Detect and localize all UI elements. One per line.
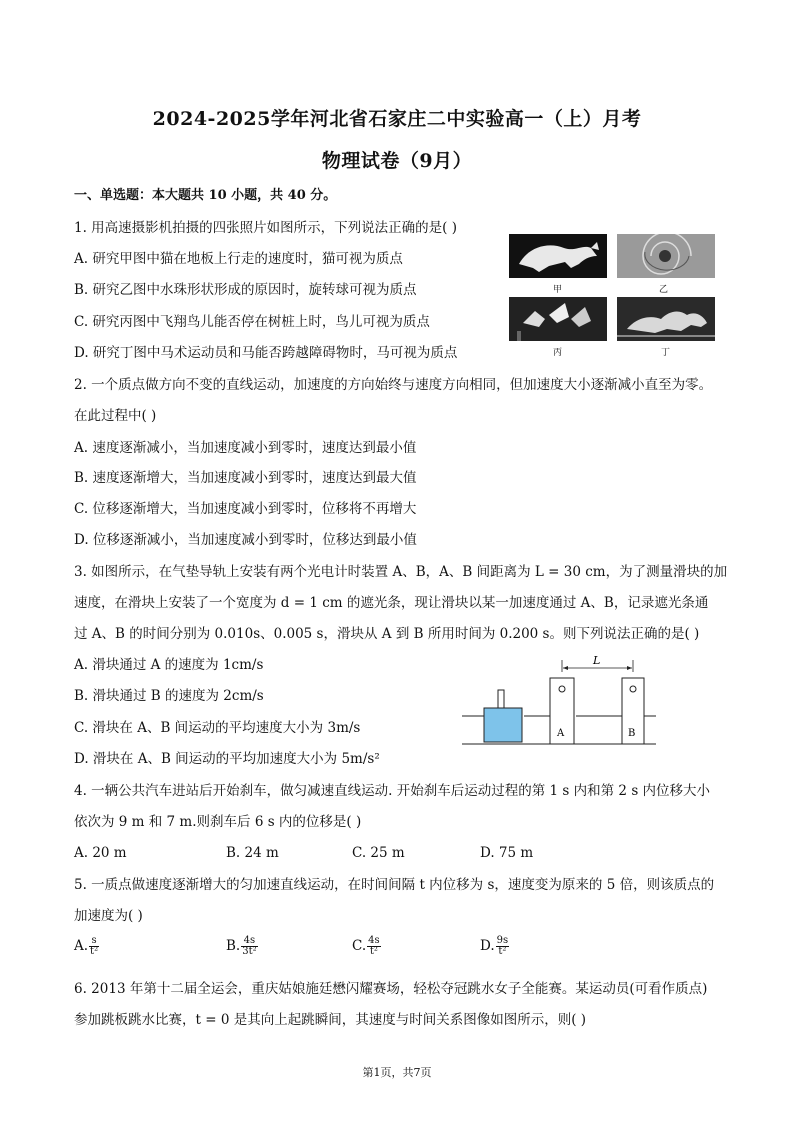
label-gate-a: A [557, 728, 565, 739]
exam-title: 2024-2025学年河北省石家庄二中实验高一（上）月考 [152, 108, 642, 130]
caption-yi: 乙 [659, 285, 669, 295]
q4-option-d: D. 75 m [480, 845, 534, 861]
photo-spinning-ball [617, 234, 715, 278]
air-track-diagram [460, 652, 660, 748]
section-heading: 一、单选题：本大题共 10 小题，共 40 分。 [74, 188, 337, 203]
q6-stem-line2: 参加跳板跳水比赛，t = 0 是其向上起跳瞬间，其速度与时间关系图像如图所示，则( ) [74, 1012, 587, 1028]
q3-option-a: A. 滑块通过 A 的速度为 1cm/s [74, 657, 264, 673]
q2-option-a: A. 速度逐渐减小，当加速度减小到零时，速度达到最小值 [74, 440, 417, 456]
q4-option-c: C. 25 m [352, 845, 405, 861]
photo-birds [509, 297, 607, 341]
q4-option-a: A. 20 m [74, 845, 127, 861]
light-shield-strip [498, 690, 504, 708]
q3-stem-line1: 3. 如图所示，在气垫导轨上安装有两个光电计时装置 A、B，A、B 间距离为 L = 30 cm，为了测量滑块的加 [74, 564, 728, 580]
q1-option-d: D. 研究丁图中马术运动员和马能否跨越障碍物时，马可视为质点 [74, 345, 458, 361]
q5-stem-line2: 加速度为( ) [74, 908, 143, 924]
photo-cat [509, 234, 607, 278]
q3-stem-line3: 过 A、B 的时间分别为 0.010s、0.005 s，滑块从 A 到 B 所用时间为 0.200 s。则下列说法正确的是( ) [74, 626, 700, 642]
label-gate-b: B [628, 728, 636, 739]
q2-stem-line2: 在此过程中( ) [74, 408, 157, 424]
caption-bing: 丙 [553, 348, 563, 358]
q2-option-b: B. 速度逐渐增大，当加速度减小到零时，速度达到最大值 [74, 470, 417, 486]
q6-stem-line1: 6. 2013 年第十二届全运会，重庆姑娘施廷懋闪耀赛场，轻松夺冠跳水女子全能赛。某运动员(可看作质点) [74, 981, 708, 997]
q3-stem-line2: 速度，在滑块上安装了一个宽度为 d = 1 cm 的遮光条，现让滑块以某一加速度通过 A、B，记录遮光条通 [74, 595, 709, 611]
q4-option-b: B. 24 m [226, 845, 279, 861]
q1-option-c: C. 研究丙图中飞翔鸟儿能否停在树桩上时，鸟儿可视为质点 [74, 314, 430, 330]
q3-option-c: C. 滑块在 A、B 间运动的平均速度大小为 3m/s [74, 720, 361, 736]
exam-subtitle: 物理试卷（9月） [321, 150, 473, 172]
q2-option-c: C. 位移逐渐增大，当加速度减小到零时，位移将不再增大 [74, 501, 417, 517]
q4-stem-line2: 依次为 9 m 和 7 m.则刹车后 6 s 内的位移是( ) [74, 814, 362, 830]
q4-stem-line1: 4. 一辆公共汽车进站后开始刹车，做匀减速直线运动. 开始刹车后运动过程的第 1 s 内和第 2 s 内位移大小 [74, 783, 711, 799]
q3-option-b: B. 滑块通过 B 的速度为 2cm/s [74, 688, 264, 704]
label-l: L [593, 654, 601, 667]
q5-option-a: A. $\frac{s}{\text{t²}}$ [74, 935, 99, 957]
slider-block [484, 708, 522, 742]
q1-option-a: A. 研究甲图中猫在地板上行走的速度时，猫可视为质点 [74, 251, 403, 267]
q3-option-d: D. 滑块在 A、B 间运动的平均加速度大小为 5m/s² [74, 751, 380, 767]
q5-option-c: C. $\frac{4s}{\text{t²}}$ [352, 935, 380, 957]
q2-stem-line1: 2. 一个质点做方向不变的直线运动，加速度的方向始终与速度方向相同，但加速度大小逐渐减小直至为零。 [74, 377, 713, 393]
photo-horse-jump [617, 297, 715, 341]
q5-option-b: B. $\frac{4s}{\text{3t²}}$ [226, 935, 257, 957]
caption-jia: 甲 [553, 285, 563, 295]
q5-stem-line1: 5. 一质点做速度逐渐增大的匀加速直线运动，在时间间隔 t 内位移为 s，速度变为原来的 5 倍，则该质点的 [74, 877, 715, 893]
page-footer: 第1页，共7页 [362, 1066, 432, 1079]
caption-ding: 丁 [661, 348, 671, 358]
q1-stem: 1. 用高速摄影机拍摄的四张照片如图所示，下列说法正确的是( ) [74, 220, 457, 236]
q1-option-b: B. 研究乙图中水珠形状形成的原因时，旋转球可视为质点 [74, 282, 417, 298]
q5-option-d: D. $\frac{9s}{\text{t²}}$ [480, 935, 509, 957]
q2-option-d: D. 位移逐渐减小，当加速度减小到零时，位移达到最小值 [74, 532, 417, 548]
